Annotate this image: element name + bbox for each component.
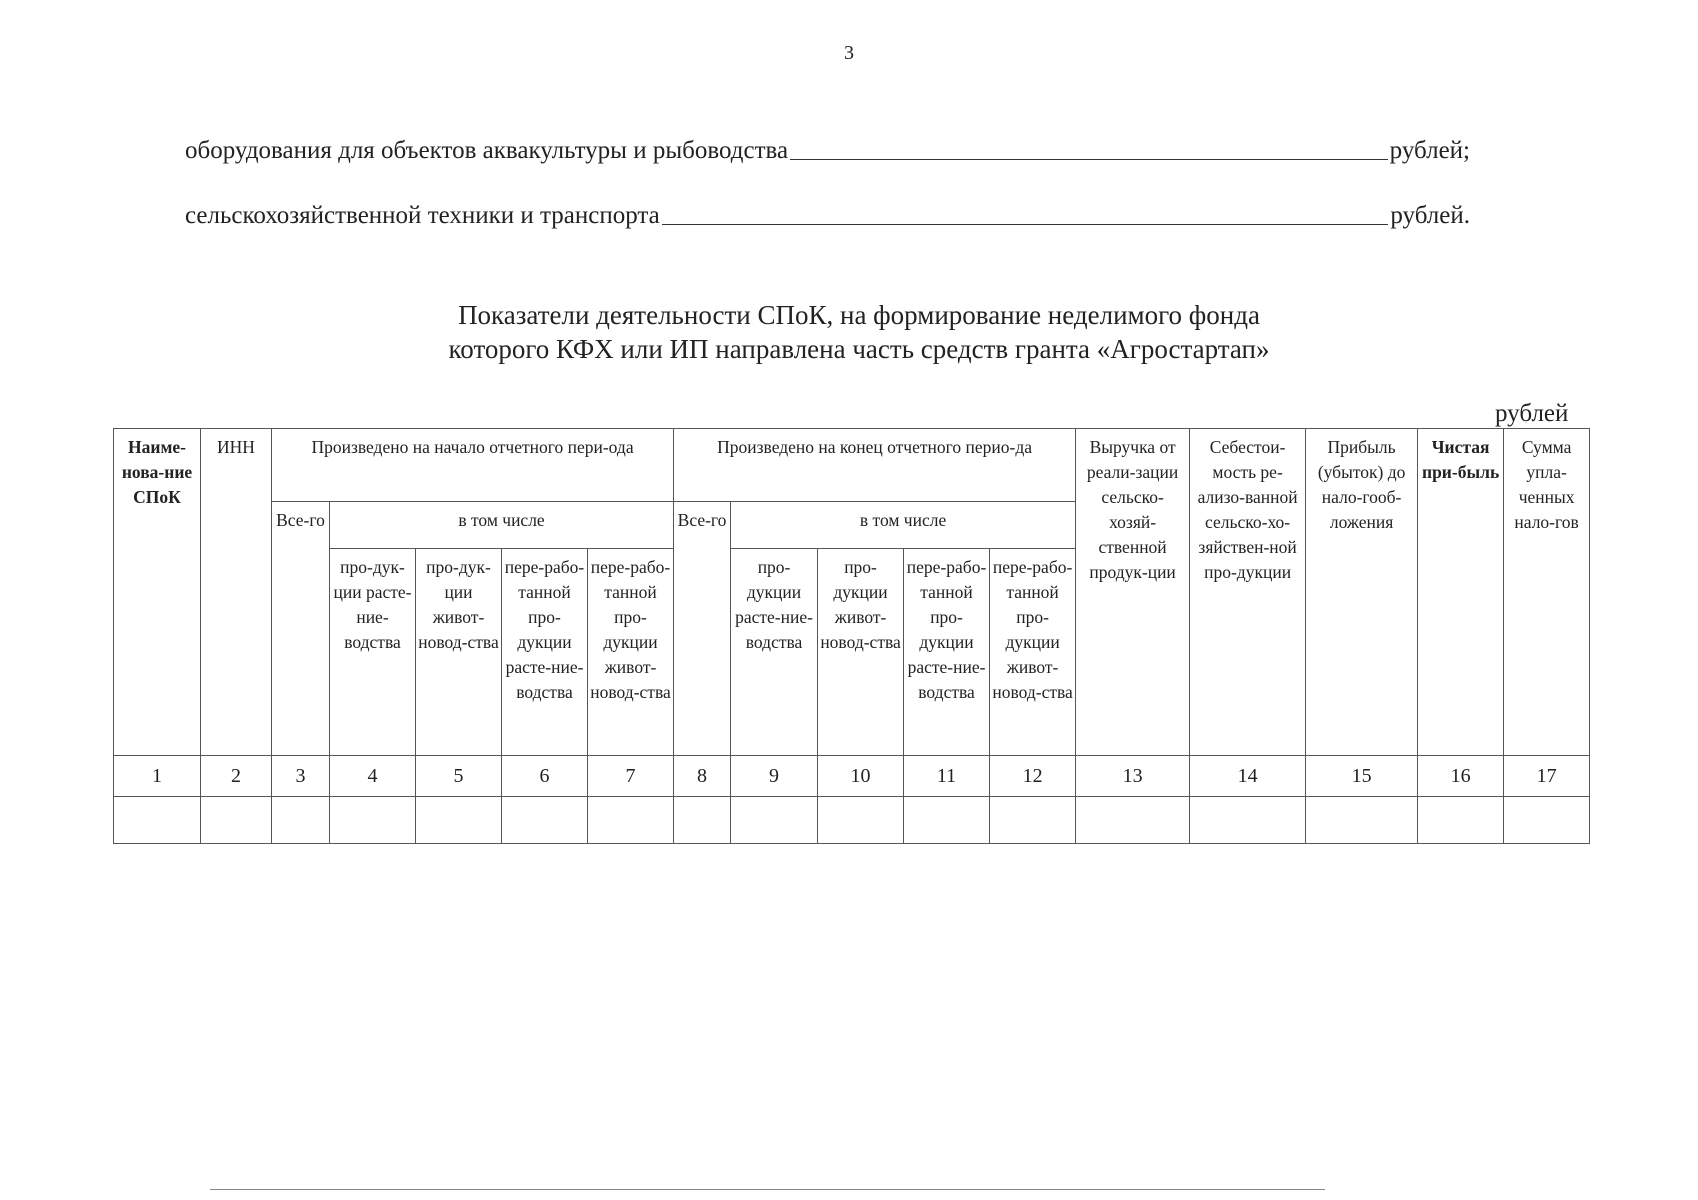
- table-cell[interactable]: [731, 797, 818, 844]
- column-number: 6: [502, 756, 588, 797]
- header-net-profit: Чистая при-быль: [1418, 429, 1504, 756]
- header-end-processed-crop: пере-рабо-танной про-дукции расте-ние-водства: [904, 549, 990, 756]
- table-cell[interactable]: [416, 797, 502, 844]
- header-including-end: в том числе: [731, 502, 1076, 549]
- column-number: 3: [272, 756, 330, 797]
- header-inn: ИНН: [201, 429, 272, 756]
- header-end-period: Произведено на конец отчетного перио-да: [674, 429, 1076, 502]
- table-title-line2: которого КФХ или ИП направлена часть средств гранта «Агростартап»: [448, 334, 1270, 364]
- footer-divider: [210, 1189, 1325, 1190]
- table-cell[interactable]: [330, 797, 416, 844]
- column-number: 16: [1418, 756, 1504, 797]
- header-total-end: Все-го: [674, 502, 731, 756]
- table-cell[interactable]: [201, 797, 272, 844]
- table-cell[interactable]: [674, 797, 731, 844]
- header-start-crop-products: про-дук-ции расте-ние-водства: [330, 549, 416, 756]
- table-title-line1: Показатели деятельности СПоК, на формирование неделимого фонда: [458, 300, 1260, 330]
- column-number: 17: [1504, 756, 1590, 797]
- equipment-aquaculture-line: [185, 137, 1470, 165]
- column-number: 5: [416, 756, 502, 797]
- header-including-start: в том числе: [330, 502, 674, 549]
- table-row: [114, 797, 1590, 844]
- header-profit: Прибыль (убыток) до нало-гооб-ложения: [1306, 429, 1418, 756]
- table-cell[interactable]: [502, 797, 588, 844]
- header-total-start: Все-го: [272, 502, 330, 756]
- header-start-livestock-products: про-дук-ции живот-новод-ства: [416, 549, 502, 756]
- column-number: 15: [1306, 756, 1418, 797]
- indicators-table: [113, 428, 1590, 844]
- column-number: 14: [1190, 756, 1306, 797]
- header-taxes: Сумма упла-ченных нало-гов: [1504, 429, 1590, 756]
- header-end-processed-livestock: пере-рабо-танной про-дукции живот-новод-ства: [990, 549, 1076, 756]
- table-cell[interactable]: [1306, 797, 1418, 844]
- header-start-processed-livestock: пере-рабо-танной про-дукции живот-новод-ства: [588, 549, 674, 756]
- column-number: 1: [114, 756, 201, 797]
- column-number: 8: [674, 756, 731, 797]
- table-unit: рублей: [1495, 400, 1569, 427]
- column-number: 12: [990, 756, 1076, 797]
- column-number: 4: [330, 756, 416, 797]
- column-number-row: [114, 756, 1590, 797]
- header-name: Наиме-нова-ние СПоК: [114, 429, 201, 756]
- header-end-crop-products: про-дукции расте-ние-водства: [731, 549, 818, 756]
- agri-machinery-unit: рублей.: [1390, 202, 1470, 229]
- column-number: 11: [904, 756, 990, 797]
- table-cell[interactable]: [1418, 797, 1504, 844]
- header-cost: Себестои-мость ре-ализо-ванной сельско-хо-зяйствен-ной про-дукции: [1190, 429, 1306, 756]
- table-cell[interactable]: [990, 797, 1076, 844]
- agri-machinery-line: [185, 202, 1470, 230]
- equipment-aquaculture-label: оборудования для объектов аквакультуры и рыбоводства: [185, 137, 789, 164]
- header-start-processed-crop: пере-рабо-танной про-дукции расте-ние-водства: [502, 549, 588, 756]
- column-number: 13: [1076, 756, 1190, 797]
- table-cell[interactable]: [272, 797, 330, 844]
- column-number: 7: [588, 756, 674, 797]
- table-cell[interactable]: [1076, 797, 1190, 844]
- table-cell[interactable]: [818, 797, 904, 844]
- equipment-aquaculture-field[interactable]: [790, 159, 1388, 160]
- column-number: 10: [818, 756, 904, 797]
- table-cell[interactable]: [1504, 797, 1590, 844]
- table-cell[interactable]: [588, 797, 674, 844]
- equipment-aquaculture-unit: рублей;: [1389, 137, 1470, 164]
- table-cell[interactable]: [904, 797, 990, 844]
- column-number: 2: [201, 756, 272, 797]
- header-revenue: Выручка от реали-зации сельско-хозяй-ственной продук-ции: [1076, 429, 1190, 756]
- header-end-livestock-products: про-дукции живот-новод-ства: [818, 549, 904, 756]
- header-start-period: Произведено на начало отчетного пери-ода: [272, 429, 674, 502]
- column-number: 9: [731, 756, 818, 797]
- table-title: [0, 298, 1698, 366]
- agri-machinery-field[interactable]: [662, 224, 1389, 225]
- agri-machinery-label: сельскохозяйственной техники и транспорта: [185, 202, 660, 229]
- table-cell[interactable]: [1190, 797, 1306, 844]
- table-cell[interactable]: [114, 797, 201, 844]
- page-number: 3: [844, 42, 854, 64]
